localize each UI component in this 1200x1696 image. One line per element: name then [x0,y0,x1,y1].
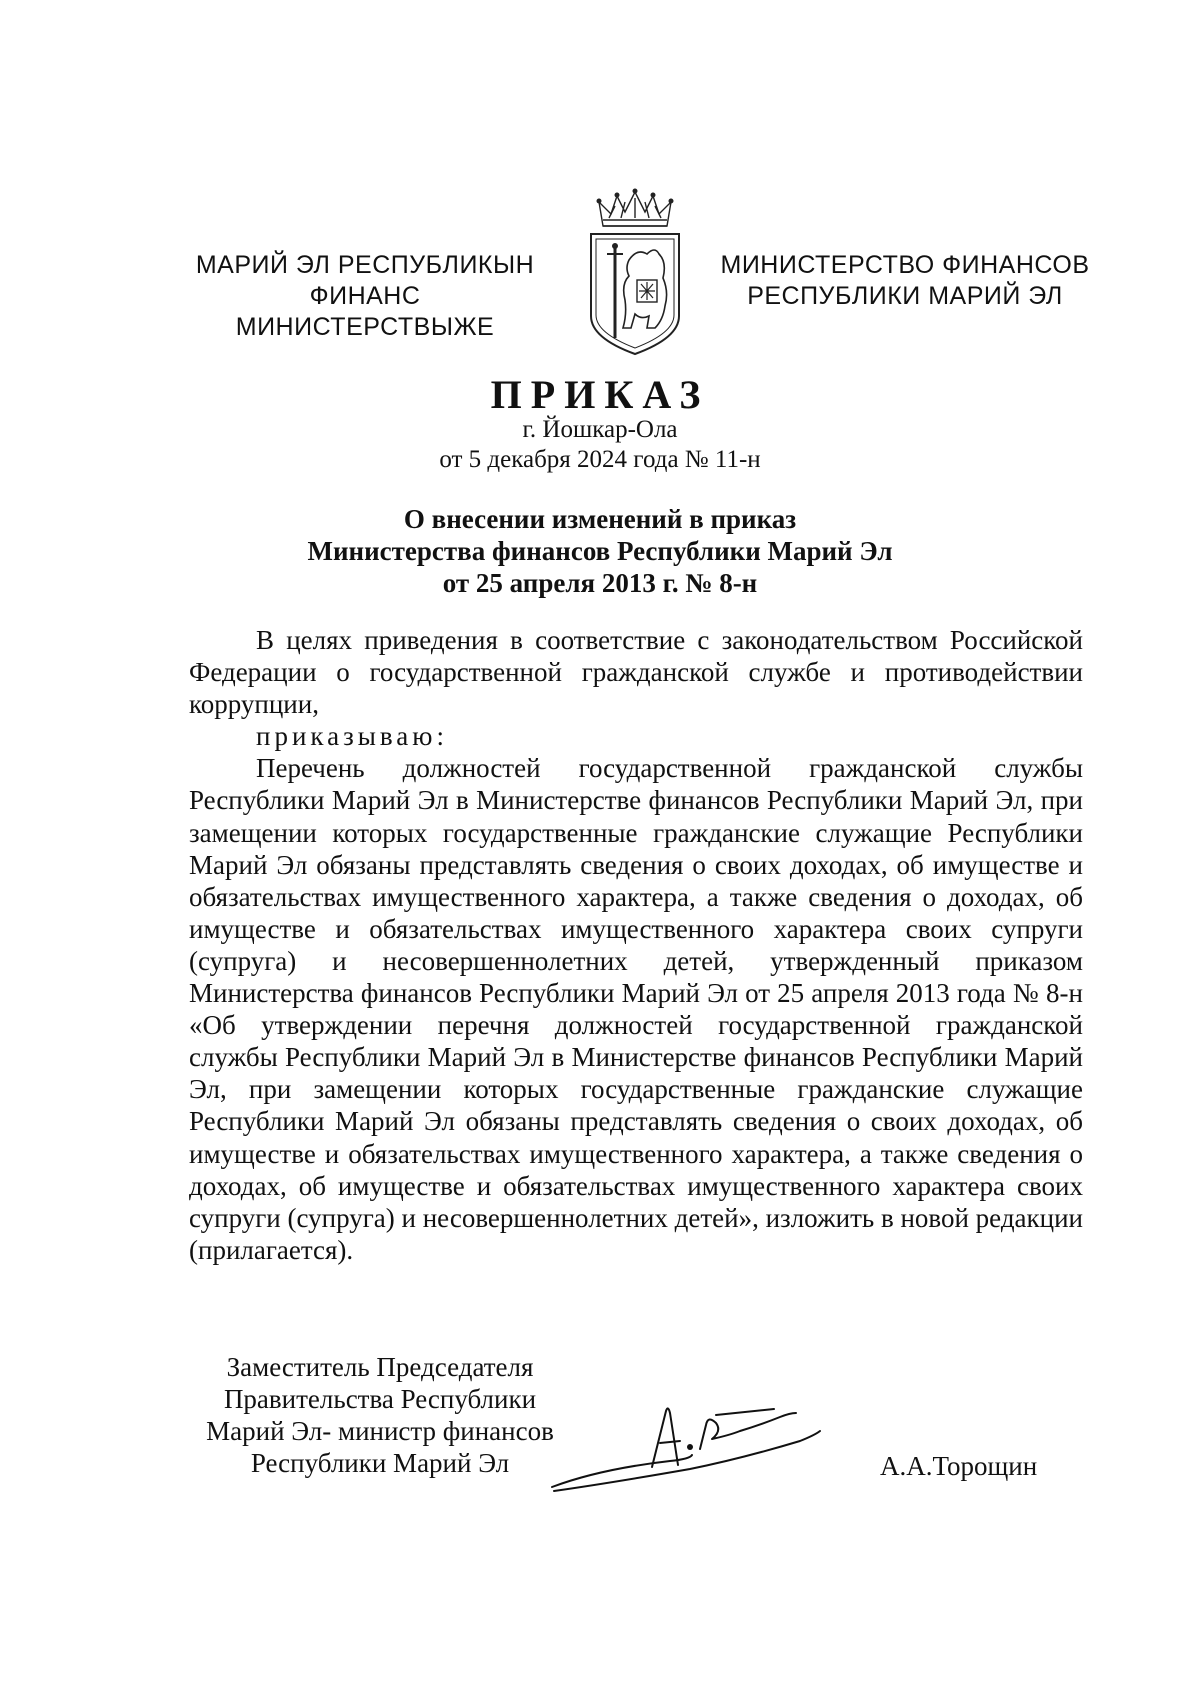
body-preamble: В целях приведения в соответствие с законодательством Российской Федерации о государственной гражданской службе и противодействии коррупции, [189,625,1083,720]
document-city: г. Йошкар-Ола [522,416,678,443]
coat-of-arms-icon [585,188,685,356]
document-type: ПРИКАЗ [490,372,710,417]
document-date-number: от 5 декабря 2024 года № 11-н [439,446,761,473]
header-left-line2: ФИНАНС МИНИСТЕРСТВЫЖЕ [235,282,495,341]
header-ministry-name [720,250,1090,312]
signatory-line3: Марий Эл- министр финансов [206,1416,554,1446]
signatory-position [190,1351,570,1479]
signatory-line2: Правительства Республики [223,1384,537,1414]
header-right-line1: МИНИСТЕРСТВО ФИНАНСОВ [720,251,1090,279]
document-body [189,624,1083,1266]
header-right-line2: РЕСПУБЛИКИ МАРИЙ ЭЛ [747,282,1063,310]
signatory-line4: Республики Марий Эл [250,1448,510,1478]
signatory-name: А.А.Торощин [880,1451,1038,1481]
signatory-line1: Заместитель Председателя [226,1352,534,1382]
body-order-word: приказываю: [256,721,448,752]
subject-line2: Министерства финансов Республики Марий Эл [307,536,893,566]
subject-line1: О внесении изменений в приказ [403,504,797,534]
header-mari-name [180,250,550,343]
body-main: Перечень должностей государственной гражданской службы Республики Марий Эл в Министерстве финансов Республики Марий Эл, при замещении которых государственные гражданские служащие Республики Марий Эл обязаны представлять сведения о своих доходах, об имуществе и обязательствах имущественного характера, а также сведения о доходах, об имуществе и обязательствах имущественного характера своих супруги (супруга) и несовершеннолетних детей, утвержденный приказом Министерства финансов Республики Марий Эл от 25 апреля 2013 года № 8-н «Об утверждении перечня должностей государственной гражданской службы Республики Марий Эл в Министерстве финансов Республики Марий Эл, при замещении которых государственные гражданские служащие Республики Марий Эл обязаны представлять сведения о своих доходах, об имуществе и обязательствах имущественного характера, а также сведения о доходах, об имуществе и обязательствах имущественного характера своих супруги (супруга) и несовершеннолетних детей», изложить в новой редакции (прилагается). [189,753,1083,1265]
subject-line3: от 25 апреля 2013 г. № 8-н [442,568,758,598]
handwritten-signature [540,1395,840,1505]
header-left-line1: МАРИЙ ЭЛ РЕСПУБЛИКЫН [195,251,535,279]
document-subject [0,503,1200,599]
